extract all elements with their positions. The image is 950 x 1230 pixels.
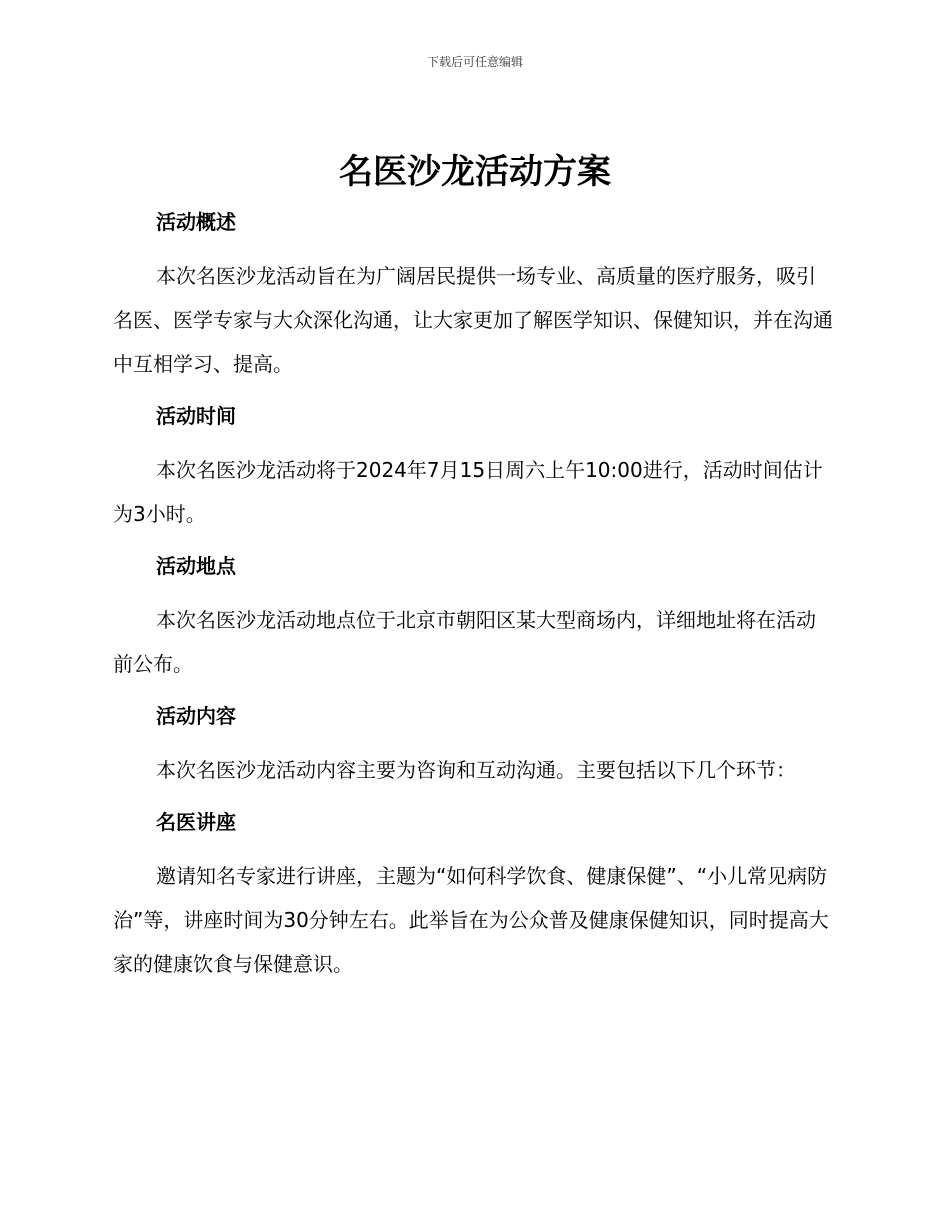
section-paragraph: 本次名医沙龙活动旨在为广阔居民提供一场专业、高质量的医疗服务，吸引名医、医学专家与大众深化沟通，让大家更加了解医学知识、保健知识，并在沟通中互相学习、提高。	[113, 264, 833, 376]
section-lecture	[113, 804, 833, 986]
section-heading: 活动时间	[156, 404, 236, 428]
section-heading: 名医讲座	[156, 810, 236, 834]
section-location	[113, 548, 833, 686]
section-content	[113, 698, 833, 792]
section-heading: 活动内容	[156, 704, 236, 728]
section-paragraph: 本次名医沙龙活动将于2024年7月15日周六上午10:00进行，活动时间估计为3小时。	[113, 458, 823, 526]
section-overview	[113, 204, 833, 386]
section-heading: 活动地点	[156, 554, 236, 578]
page-header-note: 下载后可任意编辑	[426, 55, 523, 69]
section-paragraph: 本次名医沙龙活动内容主要为咨询和互动沟通。主要包括以下几个环节：	[156, 758, 796, 782]
section-heading: 活动概述	[156, 210, 236, 234]
document-body	[113, 204, 833, 986]
section-paragraph: 本次名医沙龙活动地点位于北京市朝阳区某大型商场内，详细地址将在活动前公布。	[113, 608, 816, 676]
document-title: 名医沙龙活动方案	[339, 152, 611, 192]
section-paragraph: 邀请知名专家进行讲座，主题为“如何科学饮食、健康保健”、“小儿常见病防治”等，讲座时间为30分钟左右。此举旨在为公众普及健康保健知识，同时提高大家的健康饮食与保健意识。	[113, 864, 829, 976]
section-time	[113, 398, 833, 536]
